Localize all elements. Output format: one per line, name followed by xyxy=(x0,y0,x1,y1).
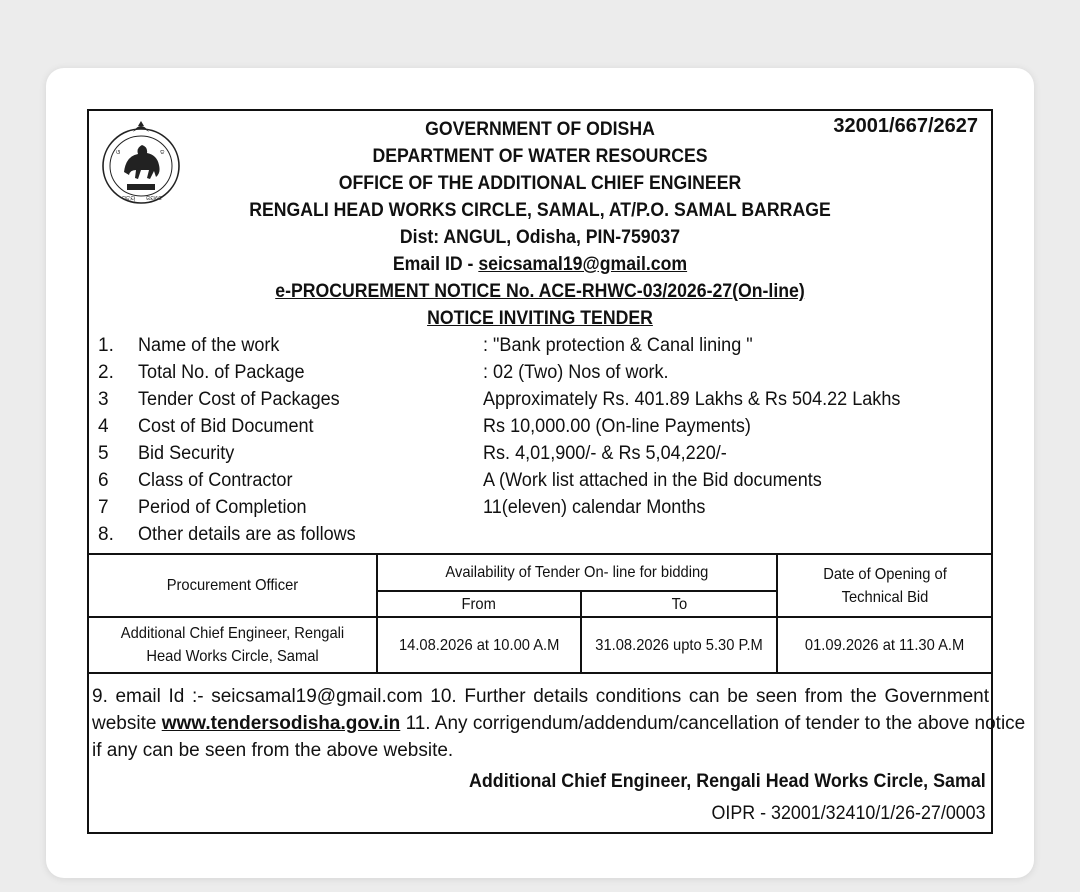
footer-line: if any can be seen from the above website. xyxy=(92,740,454,761)
table-cell-officer: Additional Chief Engineer, Rengali Head Works Circle, Samal xyxy=(120,625,345,665)
list-item: 3 Tender Cost of Packages Approximately Rs. 401.89 Lakhs & Rs 504.22 Lakhs xyxy=(98,389,901,410)
footer-line: 9. email Id :- seicsamal19@gmail.com 10. Further details conditions can be seen from the Government xyxy=(92,686,989,707)
column-header-to: To xyxy=(671,595,687,613)
circle-address: RENGALI HEAD WORKS CIRCLE, SAMAL, AT/P.O. SAMAL BARRAGE xyxy=(249,200,831,221)
list-item: 6 Class of Contractor A (Work list attached in the Bid documents xyxy=(98,470,822,491)
notice-number: e-PROCUREMENT NOTICE No. ACE-RHWC-03/2026-27(On-line) xyxy=(275,281,805,302)
svg-text:ସତ୍ୟ: ସତ୍ୟ xyxy=(122,195,136,202)
district-line: Dist: ANGUL, Odisha, PIN-759037 xyxy=(399,227,681,248)
notice-title: NOTICE INVITING TENDER xyxy=(427,308,653,329)
svg-text:ଜୟତେ: ଜୟତେ xyxy=(146,195,163,202)
tender-notice xyxy=(87,109,1026,834)
reference-number: 32001/667/2627 xyxy=(833,115,978,137)
column-header-from: From xyxy=(461,595,497,613)
email-label: Email ID - xyxy=(392,254,479,275)
office-title: OFFICE OF THE ADDITIONAL CHIEF ENGINEER xyxy=(338,173,742,194)
column-header-availability: Availability of Tender On- line for bidding xyxy=(445,564,709,581)
department-title: DEPARTMENT OF WATER RESOURCES xyxy=(372,146,708,167)
signature-line: Additional Chief Engineer, Rengali Head Works Circle, Samal xyxy=(469,771,986,792)
email-line xyxy=(121,253,960,277)
list-item: 8. Other details are as follows xyxy=(98,524,356,545)
oipr-number: OIPR - 32001/32410/1/26-27/0003 xyxy=(711,803,986,824)
list-item: 2. Total No. of Package : 02 (Two) Nos of work. xyxy=(98,362,669,383)
svg-text:ଡ: ଡ xyxy=(160,149,165,156)
list-item: 7 Period of Completion 11(eleven) calendar Months xyxy=(98,497,706,518)
svg-text:ଓ: ଓ xyxy=(116,149,121,156)
email-link[interactable]: seicsamal19@gmail.com xyxy=(478,254,688,275)
column-header-officer: Procurement Officer xyxy=(166,577,299,594)
table-cell-opening: 01.09.2026 at 11.30 A.M xyxy=(805,636,965,654)
website-link[interactable]: www.tendersodisha.gov.in xyxy=(161,713,401,734)
column-header-opening: Date of Opening of Technical Bid xyxy=(823,565,947,606)
table-cell-from: 14.08.2026 at 10.00 A.M xyxy=(398,636,560,654)
list-item: 1. Name of the work : "Bank protection & Canal lining " xyxy=(98,335,753,356)
govt-title: GOVERNMENT OF ODISHA xyxy=(425,119,655,140)
list-item: 4 Cost of Bid Document Rs 10,000.00 (On-line Payments) xyxy=(98,416,751,437)
table-cell-to: 31.08.2026 upto 5.30 P.M xyxy=(595,636,763,654)
list-item: 5 Bid Security Rs. 4,01,900/- & Rs 5,04,220/- xyxy=(98,443,727,464)
footer-line: website www.tendersodisha.gov.in 11. Any corrigendum/addendum/cancellation of tender to the above notice xyxy=(92,713,1026,734)
